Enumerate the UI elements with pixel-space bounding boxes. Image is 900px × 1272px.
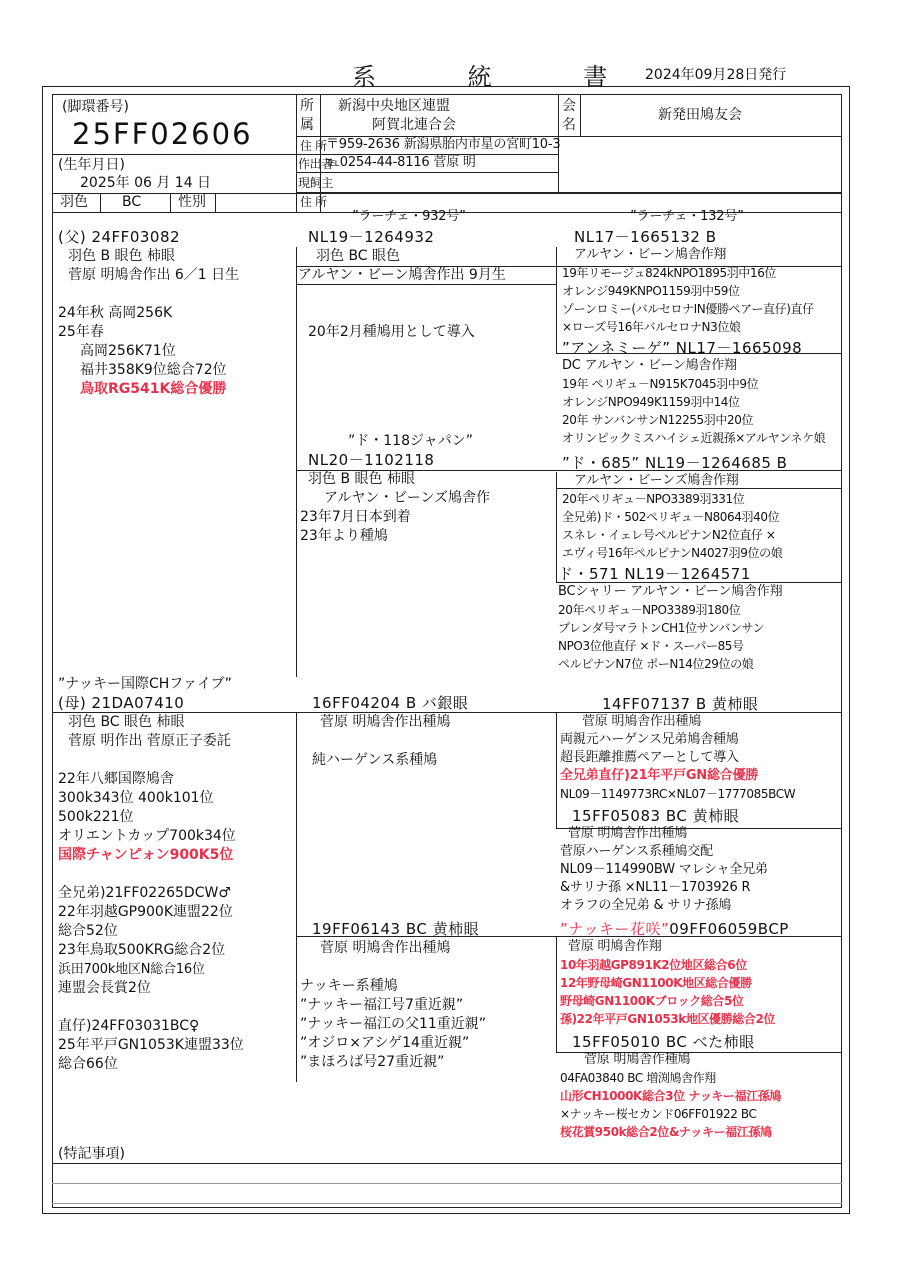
- dam-line2-8: 直仔)24FF03031BC♀: [58, 1018, 200, 1034]
- ss-id: NL19－1264932: [308, 228, 435, 246]
- sdd-breeder: BCシャリー アルヤン・ビーン鳩舎作翔: [558, 584, 783, 599]
- color-value: BC: [122, 194, 142, 210]
- affil-1: 新潟中央地区連盟: [338, 98, 450, 114]
- address: 〒959-2636 新潟県胎内市星の宮町10-3: [326, 137, 561, 152]
- color-label: 羽色: [60, 194, 88, 210]
- sire-color: 羽色 B 眼色 柿眼: [68, 248, 175, 264]
- sire-id: (父) 24FF03082: [58, 228, 181, 246]
- owner-divider: [296, 192, 842, 193]
- dam-line2-9: 25年平戸GN1053K連盟33位: [58, 1037, 244, 1053]
- ring-divider: [52, 154, 296, 155]
- dss-line-2: 超長距離推薦ペアーとして導入: [560, 750, 739, 765]
- dss-line-1: 両親元ハーゲンス兄弟鳩舎種鳩: [560, 732, 739, 747]
- sss-line-2: オレンジ949KNPO1159羽中59位: [562, 284, 740, 298]
- sd-name: ”ド・118ジャパン”: [348, 433, 473, 449]
- sire-divider: [296, 247, 297, 677]
- sdd-line-1: 20年ペリギュ－NPO3389羽180位: [558, 603, 741, 617]
- sds-line-3: スネレ・イェレ号ペルピナンN2位直仔 ×: [562, 528, 776, 542]
- club-label-2: 名: [562, 117, 576, 133]
- ddd-line-2: ×ナッキー桜セカンド06FF01922 BC: [560, 1107, 757, 1121]
- ssd-breeder: DC アルヤン・ビーン鳩舎作翔: [562, 358, 737, 373]
- dss-block: [560, 695, 795, 803]
- dam-id: (母) 21DA07410: [58, 694, 185, 712]
- dam-divider: [296, 712, 297, 1082]
- sss-line-3: ゾーンロミー(バルセロナIN優勝ペアー直仔)直仔: [562, 302, 814, 316]
- dam-line2-1: 全兄弟)21FF02265DCW♂: [58, 885, 231, 901]
- ddd-breeder: 菅原 明鳩舎作種鳩: [584, 1052, 691, 1067]
- ds-divider: [556, 712, 557, 828]
- sss-id: NL17－1665132 B: [574, 228, 717, 246]
- dd-line-1: ナッキー系種鳩: [300, 978, 398, 994]
- address-label: 住 所: [300, 139, 327, 153]
- dss-extra: NL09－1149773RC×NL07－1777085BCW: [560, 787, 796, 801]
- ddd-red-1: 山形CH1000K総合3位 ナッキー福江孫鳩: [560, 1089, 782, 1103]
- sdd-line-2: ブレンダ号マラトンCH1位サンバンサン: [558, 621, 765, 635]
- dam-color: 羽色 BC 眼色 柿眼: [68, 714, 185, 730]
- dd-id: 19FF06143 BC 黄柿眼: [312, 920, 480, 938]
- sd-color: 羽色 B 眼色 柿眼: [308, 471, 415, 487]
- dds-breeder: 菅原 明鳩舎作翔: [568, 939, 662, 954]
- ds-note: 純ハーゲンス系種鳩: [312, 752, 438, 768]
- ssd-line-3: 20年 サンバンサンN12255羽中20位: [562, 413, 754, 427]
- sire-block: [58, 228, 239, 399]
- dds-red-3: 野母崎GN1100Kブロック総合5位: [560, 994, 744, 1008]
- ss-note: 20年2月種鳩用として導入: [308, 324, 475, 340]
- ring-number: 25FF02606: [72, 117, 253, 151]
- affil-label-2: 属: [300, 117, 314, 133]
- affil-label-1: 所: [300, 98, 314, 114]
- notes-label: (特記事項): [58, 1146, 125, 1162]
- club-divider: [558, 94, 559, 136]
- birth-date: 2025年 06 月 14 日: [80, 175, 212, 191]
- sex-divider: [215, 193, 216, 212]
- dd-line-5: ”まほろば号27重近親”: [300, 1054, 445, 1070]
- club-name: 新発田鳩友会: [658, 107, 742, 123]
- sdd-line-4: ペルピナンN7位 ポーN14位29位の娘: [558, 657, 754, 671]
- dss-highlight: 全兄弟直仔)21年平戸GN総合優勝: [560, 768, 759, 783]
- notes-rule-2: [52, 1183, 842, 1184]
- dd-line-4: ”オジロ×アシゲ14重近親”: [300, 1035, 470, 1051]
- info-divider: [296, 94, 297, 212]
- dsd-line-3: &サリナ孫 ×NL11－1703926 R: [560, 880, 751, 895]
- club-label-divider: [580, 94, 581, 136]
- sds-block: [562, 454, 787, 562]
- sdd-name-id: ド・571 NL19－1264571: [558, 565, 751, 583]
- sds-line-1: 20年ペリギュ－NPO3389羽331位: [562, 492, 745, 506]
- sss-block: [562, 228, 814, 336]
- ssd-block: [562, 339, 825, 447]
- dds-name: ”ナッキー花咲”: [560, 920, 670, 938]
- sire-line-2: 25年春: [58, 324, 104, 340]
- dam-block: [58, 675, 244, 1074]
- ss-breeder: アルヤン・ビーン鳩舎作出 9月生: [298, 267, 506, 283]
- color-divider: [100, 193, 101, 212]
- sex-label: 性別: [178, 194, 206, 210]
- dss-breeder: 菅原 明鳩舎作出種鳩: [582, 714, 702, 729]
- sss-line-1: 19年リモージュ824kNPO1895羽中16位: [562, 266, 777, 280]
- dd-divider: [556, 936, 557, 1052]
- ddd-id: 15FF05010 BC べた柿眼: [572, 1033, 755, 1051]
- notes-rule: [52, 1163, 842, 1164]
- dam-line2-5: 浜田700k地区N総合16位: [58, 962, 205, 977]
- dam-highlight: 国際チャンピォン900K5位: [58, 847, 234, 863]
- dam-line2-3: 総合52位: [58, 923, 118, 939]
- ds-block: [312, 694, 468, 770]
- dds-red-2: 12年野母崎GN1100K地区総合優勝: [560, 976, 752, 990]
- dam-line-2: 300k343位 400k101位: [58, 790, 214, 806]
- ssd-line-2: オレンジNPO949K1159羽中14位: [562, 395, 740, 409]
- sss-breeder: アルヤン・ビーン鳩舎作翔: [574, 247, 727, 262]
- sire-highlight: 鳥取RG541K総合優勝: [80, 381, 227, 397]
- ddd-block: [560, 1033, 781, 1141]
- sss-line-4: ×ローズ号16年バルセロナN3位娘: [562, 320, 741, 334]
- ssd-line-4: オリンピックミスハイシェ近親孫×アルヤンネケ娘: [562, 431, 826, 445]
- dam-line2-7: [58, 998, 244, 1017]
- dds-red-4: 孫)22年平戸GN1053k地区優勝総合2位: [560, 1012, 776, 1026]
- dam-name: ”ナッキー国際CHファイブ”: [58, 676, 232, 692]
- sds-line-4: エヴィ号16年ペルピナンN4027羽9位の娘: [562, 546, 783, 560]
- ss-block: [298, 228, 506, 342]
- sd-id: NL20－1102118: [308, 451, 435, 469]
- dam-line-1: 22年八郷国際鳩舎: [58, 771, 174, 787]
- sds-name-id: ”ド・685” NL19－1264685 B: [562, 454, 788, 472]
- sdd-block: [558, 565, 782, 673]
- sire-result-2: 福井358K9位総合72位: [80, 362, 227, 378]
- sd-line-1: 23年7月日本到着: [300, 509, 411, 525]
- ds-breeder: 菅原 明鳩舎作出種鳩: [320, 714, 451, 730]
- color-divider-2: [170, 193, 171, 212]
- dss-id: 14FF07137 B 黄柿眼: [602, 695, 759, 713]
- ddd-red-2: 桜花賞950k総合2位&ナッキー福江孫鳩: [560, 1125, 772, 1139]
- sire-breeder: 菅原 明鳩舎作出 6／1 日生: [68, 267, 240, 283]
- dd-breeder: 菅原 明鳩舎作出種鳩: [320, 940, 451, 956]
- sds-breeder: アルヤン・ビーンズ鳩舎作翔: [574, 473, 739, 488]
- ds-id: 16FF04204 B バ銀眼: [312, 694, 469, 712]
- dd-line-2: ”ナッキー福江号7重近親”: [300, 997, 464, 1013]
- dsd-block: [560, 807, 768, 915]
- ddd-line-1: 04FA03840 BC 増渕鳩舎作翔: [560, 1071, 716, 1085]
- sd-block: [300, 432, 490, 546]
- club-label-1: 会: [562, 98, 576, 114]
- ss-name: ”ラーチェ・932号”: [352, 209, 466, 224]
- ss-color: 羽色 BC 眼色: [316, 248, 401, 264]
- sds-line-2: 全兄弟)ド・502ペリギュ－N8064羽40位: [562, 510, 780, 524]
- dsd-line-4: オラフの全兄弟 & サリナ孫鳩: [560, 898, 732, 913]
- dam-line2-4: 23年鳥取500KRG総合2位: [58, 942, 226, 958]
- sire-result-1: 高岡256K71位: [80, 343, 176, 359]
- dam-line2-10: 総合66位: [58, 1056, 118, 1072]
- breeder-label: 作出者: [298, 157, 333, 171]
- dd-line-3: ”ナッキー福江の父11重近親”: [300, 1016, 487, 1032]
- dds-block: [560, 920, 789, 1028]
- breeder: ℡0254-44-8116 菅原 明: [326, 155, 476, 170]
- document-title: 系 統 書: [352, 63, 650, 91]
- sss-name: ”ラーチェ・132号”: [630, 209, 744, 224]
- breeder-divider: [296, 172, 558, 173]
- dam-line-4: オリエントカップ700k34位: [58, 828, 236, 844]
- dsd-breeder: 菅原 明鳩舎作出種鳩: [568, 826, 688, 841]
- issue-date: 2024年09月28日発行: [645, 67, 787, 83]
- dam-line2-6: 連盟会長賞2位: [58, 980, 151, 996]
- dam-line2-2: 22年羽越GP900K連盟22位: [58, 904, 233, 920]
- sire-line-1: 24年秋 高岡256K: [58, 305, 173, 321]
- dam-breeder: 菅原 明作出 菅原正子委託: [68, 733, 231, 749]
- sd-breeder: アルヤン・ビーンズ鳩舎作: [324, 490, 491, 506]
- affil-2: 阿賀北連合会: [372, 117, 456, 133]
- dam-line-3: 500k221位: [58, 809, 134, 825]
- birth-label: (生年月日): [58, 157, 125, 173]
- ring-label: (脚環番号): [62, 99, 129, 115]
- ssd-name-id: ”アンネミーゲ” NL17－1665098: [562, 339, 803, 357]
- dds-id: 09FF06059BCP: [669, 920, 789, 938]
- ssd-line-1: 19年 ペリギュ－N915K7045羽中9位: [562, 377, 759, 391]
- dds-red-1: 10年羽越GP891K2位地区総合6位: [560, 958, 747, 972]
- sd-line-2: 23年より種鳩: [300, 528, 388, 544]
- owner-label: 現飼主: [298, 176, 333, 190]
- dsd-line-1: 菅原ハーゲンス系種鳩交配: [560, 844, 713, 859]
- address2-label: 住 所: [300, 195, 327, 209]
- dsd-line-2: NL09－114990BW マレシャ全兄弟: [560, 862, 768, 877]
- ss-divider: [556, 247, 557, 353]
- sdd-line-3: NPO3位他直仔 ×ド・スーパー85号: [558, 639, 744, 653]
- dd-block: [300, 920, 486, 1072]
- dsd-id: 15FF05083 BC 黄柿眼: [572, 807, 740, 825]
- notes-rule-3: [52, 1203, 842, 1204]
